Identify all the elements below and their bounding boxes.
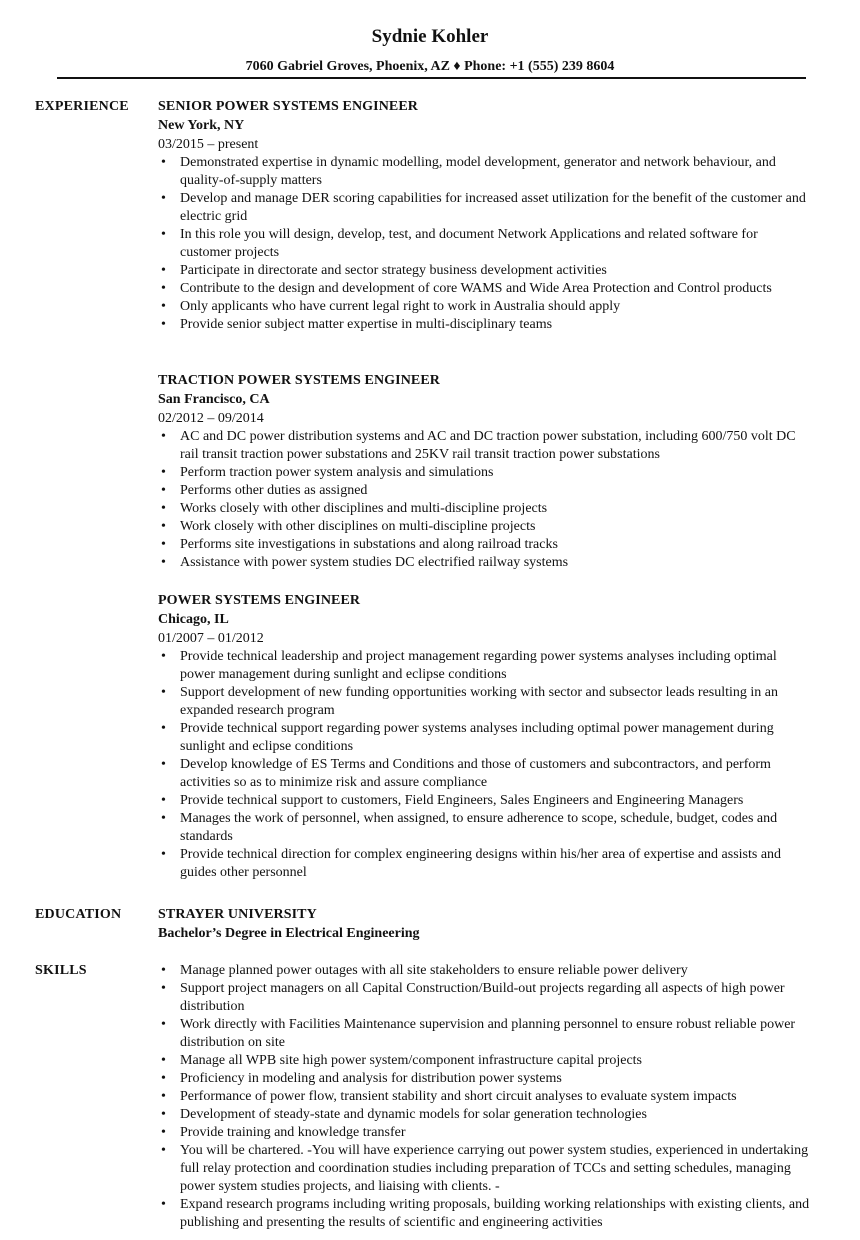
list-item: • Contribute to the design and development of core WAMS and Wide Area Protection and Control products bbox=[158, 280, 810, 298]
list-item: • Provide technical support to customers, Field Engineers, Sales Engineers and Engineering Managers bbox=[158, 792, 810, 810]
list-item: • Provide technical leadership and project management regarding power systems analyses including optimal power management during sunlight and eclipse conditions bbox=[158, 648, 810, 684]
job-senior-power-systems-engineer bbox=[158, 98, 822, 334]
list-item: • You will be chartered. -You will have experience carrying out power system studies, experienced in undertaking full relay protection and coordination studies including preparation of TCCs and setting schedules, managing power system studies projects, and liaising with clients. - bbox=[158, 1142, 810, 1196]
list-item: • Develop knowledge of ES Terms and Conditions and those of customers and subcontractors, and perform activities so as to minimize risk and assure compliance bbox=[158, 756, 810, 792]
list-item: • Develop and manage DER scoring capabilities for increased asset utilization for the benefit of the customer and electric grid bbox=[158, 190, 810, 226]
skills-list bbox=[158, 962, 822, 1232]
job-dates: 01/2007 – 01/2012 bbox=[158, 631, 264, 646]
job-title: POWER SYSTEMS ENGINEER bbox=[158, 593, 361, 608]
list-item: • Demonstrated expertise in dynamic modelling, model development, generator and network behaviour, and quality-of-supply matters bbox=[158, 154, 810, 190]
list-item: • Provide senior subject matter expertise in multi-disciplinary teams bbox=[158, 316, 810, 334]
experience-heading: EXPERIENCE bbox=[35, 99, 129, 114]
list-item: • Assistance with power system studies DC electrified railway systems bbox=[158, 554, 810, 572]
list-item: • Expand research programs including writing proposals, building working relationships with existing clients, and publishing and presenting the results of scientific and engineering activities bbox=[158, 1196, 810, 1232]
list-item: • Provide training and knowledge transfer bbox=[158, 1124, 810, 1142]
skills-bullets bbox=[158, 962, 810, 1232]
list-item: • Manage all WPB site high power system/component infrastructure capital projects bbox=[158, 1052, 810, 1070]
list-item: • Manages the work of personnel, when assigned, to ensure adherence to scope, schedule, budget, codes and standards bbox=[158, 810, 810, 846]
job-location: San Francisco, CA bbox=[158, 392, 270, 407]
list-item: • Support project managers on all Capital Construction/Build-out projects regarding all aspects of high power distribution bbox=[158, 980, 810, 1016]
list-item: • In this role you will design, develop, test, and document Network Applications and related software for customer projects bbox=[158, 226, 810, 262]
list-item: • Performs other duties as assigned bbox=[158, 482, 810, 500]
list-item: • Development of steady-state and dynamic models for solar generation technologies bbox=[158, 1106, 810, 1124]
job-dates: 03/2015 – present bbox=[158, 137, 259, 152]
contact-line: 7060 Gabriel Groves, Phoenix, AZ ♦ Phone: +1 (555) 239 8604 bbox=[245, 59, 615, 74]
education-heading: EDUCATION bbox=[35, 907, 122, 922]
job-bullets bbox=[158, 648, 810, 882]
header-divider bbox=[57, 77, 806, 79]
job-location: New York, NY bbox=[158, 118, 245, 133]
job-title: SENIOR POWER SYSTEMS ENGINEER bbox=[158, 99, 419, 114]
school-name: STRAYER UNIVERSITY bbox=[158, 907, 317, 922]
list-item: • Proficiency in modeling and analysis for distribution power systems bbox=[158, 1070, 810, 1088]
job-power-systems-engineer bbox=[158, 592, 822, 882]
list-item: • Support development of new funding opportunities working with sector and subsector leads resulting in an expanded research program bbox=[158, 684, 810, 720]
degree: Bachelor’s Degree in Electrical Engineering bbox=[158, 926, 420, 941]
list-item: • Work closely with other disciplines on multi-discipline projects bbox=[158, 518, 810, 536]
education-entry bbox=[158, 906, 822, 944]
list-item: • Provide technical direction for complex engineering designs within his/her area of expertise and assists and guides other personnel bbox=[158, 846, 810, 882]
list-item: • Manage planned power outages with all site stakeholders to ensure reliable power delivery bbox=[158, 962, 810, 980]
list-item: • AC and DC power distribution systems and AC and DC traction power substation, including 600/750 volt DC rail transit traction power substations and 25KV rail transit traction power substations bbox=[158, 428, 810, 464]
job-bullets bbox=[158, 154, 810, 334]
skills-heading: SKILLS bbox=[35, 963, 87, 978]
job-dates: 02/2012 – 09/2014 bbox=[158, 411, 264, 426]
job-title: TRACTION POWER SYSTEMS ENGINEER bbox=[158, 373, 440, 388]
list-item: • Only applicants who have current legal right to work in Australia should apply bbox=[158, 298, 810, 316]
candidate-name: Sydnie Kohler bbox=[371, 26, 489, 47]
list-item: • Performs site investigations in substations and along railroad tracks bbox=[158, 536, 810, 554]
list-item: • Performance of power flow, transient stability and short circuit analyses to evaluate system impacts bbox=[158, 1088, 810, 1106]
list-item: • Participate in directorate and sector strategy business development activities bbox=[158, 262, 810, 280]
job-traction-power-systems-engineer bbox=[158, 372, 822, 572]
list-item: • Work directly with Facilities Maintenance supervision and planning personnel to ensure robust reliable power distribution on site bbox=[158, 1016, 810, 1052]
list-item: • Perform traction power system analysis and simulations bbox=[158, 464, 810, 482]
list-item: • Provide technical support regarding power systems analyses including optimal power management during sunlight and eclipse conditions bbox=[158, 720, 810, 756]
job-bullets bbox=[158, 428, 810, 572]
job-location: Chicago, IL bbox=[158, 612, 229, 627]
list-item: • Works closely with other disciplines and multi-discipline projects bbox=[158, 500, 810, 518]
